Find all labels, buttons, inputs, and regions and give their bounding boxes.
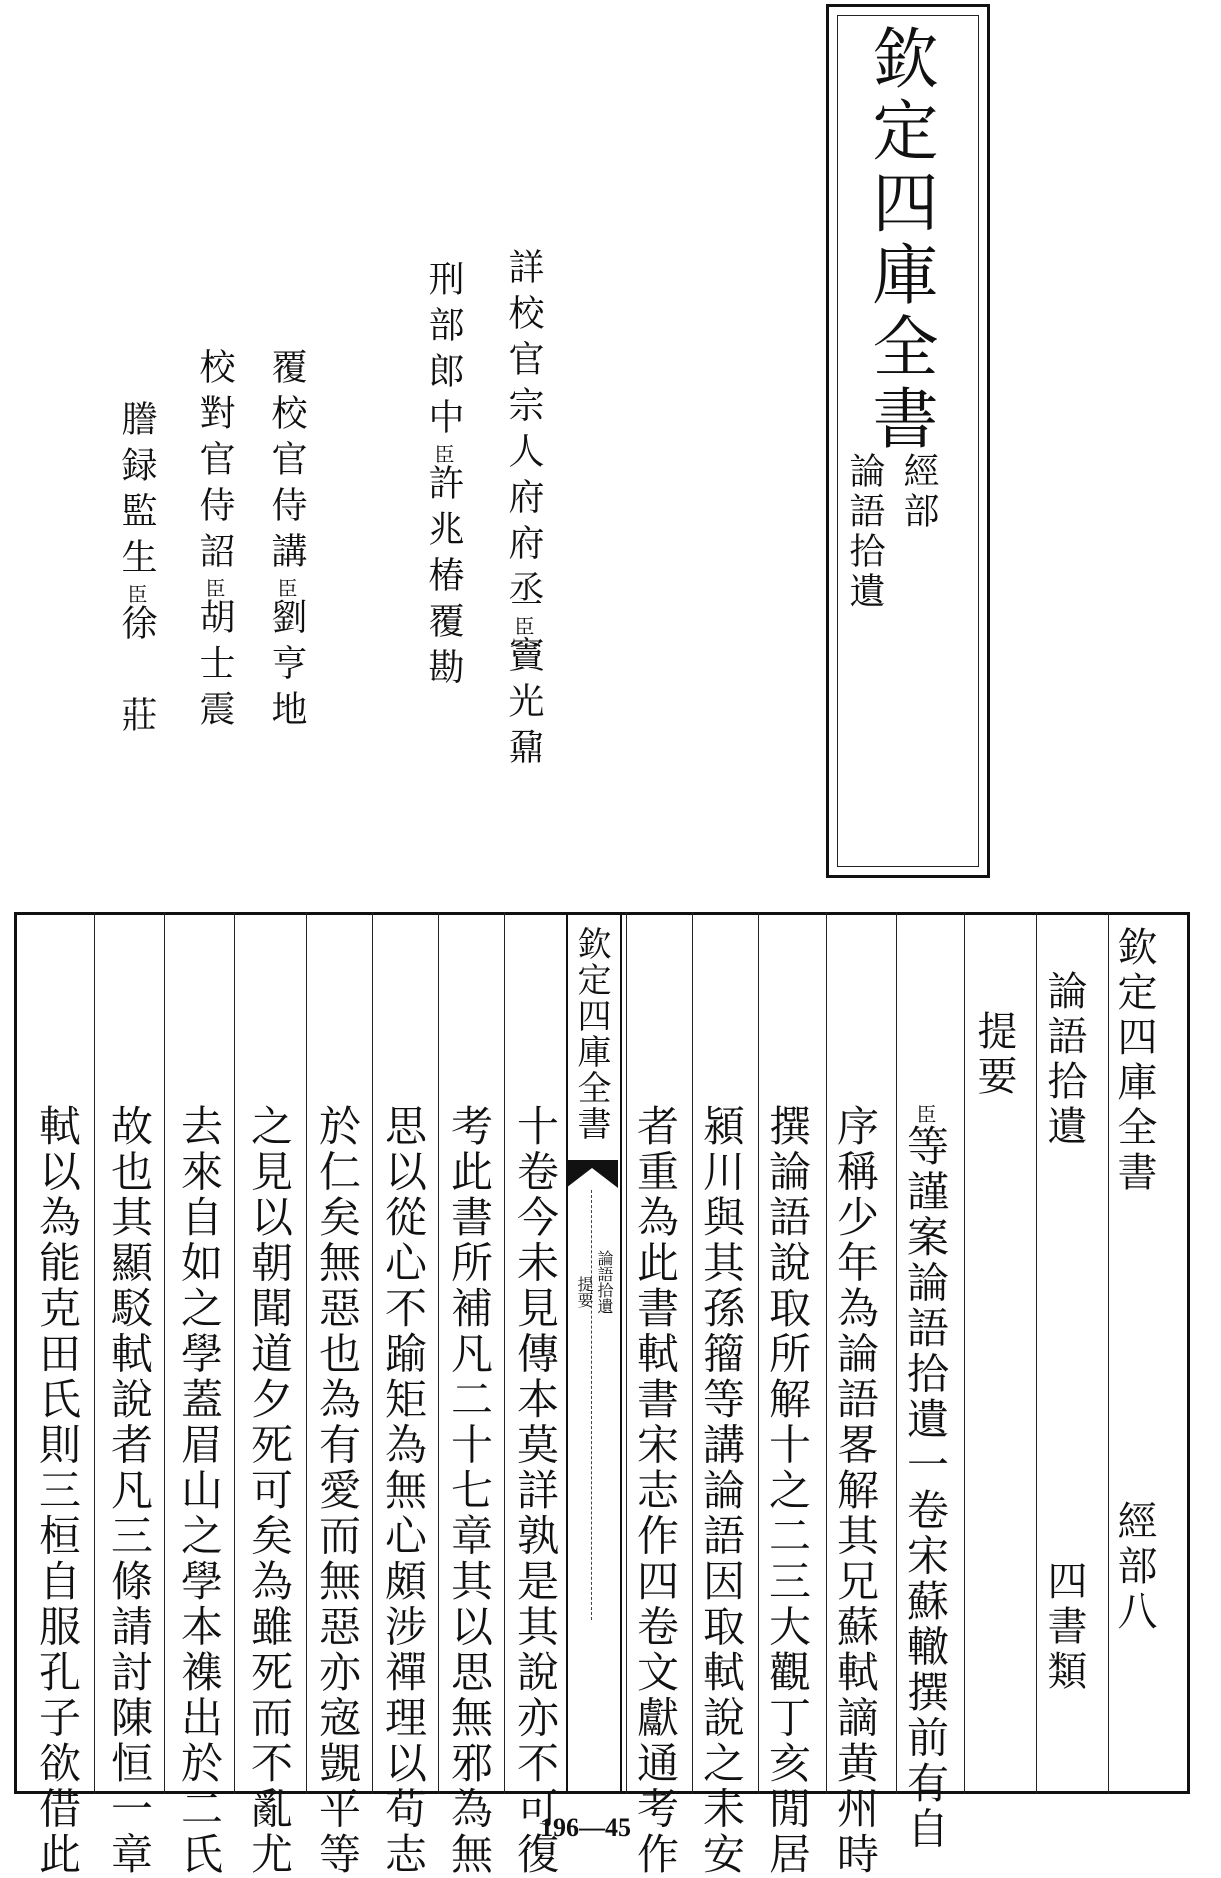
text-column: 序稱少年為論語畧解其兄蘇軾謫黄州時: [831, 1104, 880, 1878]
credit-tag: 臣: [202, 578, 226, 598]
credit-line: [194, 348, 235, 736]
credit-name: 徐 莊: [116, 604, 157, 742]
credit-role: 覆校官侍講: [266, 348, 307, 578]
column-rule: [1108, 912, 1109, 1794]
fishtail-mark: [566, 1160, 618, 1188]
header-category-division: 經部八: [1111, 1500, 1157, 1635]
header-book-title: 論語拾遺: [1041, 970, 1087, 1150]
text-column: 軾以為能克田氏則三桓自服孔子欲借此: [33, 1104, 82, 1878]
column-rule: [1036, 912, 1037, 1794]
credit-line: [116, 400, 157, 742]
column-rule: [306, 912, 307, 1794]
column-rule: [896, 912, 897, 1794]
fold-center-line: [591, 1190, 592, 1620]
text-column: [901, 1104, 950, 1852]
column-rule: [94, 912, 95, 1794]
column-rule: [826, 912, 827, 1794]
slip-book-title: 論語拾遺: [844, 452, 885, 612]
column-text: 等謹案論語拾遺一卷宋蘇轍撰前有自: [901, 1124, 950, 1852]
credit-role: 刑部郎中: [423, 260, 464, 444]
text-column: 故也其顯駁軾說者凡三條請討陳恒一章: [105, 1104, 154, 1878]
credit-line: [423, 260, 464, 694]
column-rule: [758, 912, 759, 1794]
credit-name: 竇光鼐: [503, 636, 544, 774]
text-column: 去來自如之學蓋眉山之學本襍出於二氏: [175, 1104, 224, 1878]
column-rule: [626, 912, 627, 1794]
column-rule: [504, 912, 505, 1794]
column-rule: [372, 912, 373, 1794]
credit-name: 劉亨地: [266, 598, 307, 736]
header-category-class: 四書類: [1041, 1560, 1087, 1695]
header-tiyao: 提要: [971, 1010, 1017, 1100]
text-column: 撰論語說取所解十之二三大觀丁亥閒居: [763, 1104, 812, 1878]
text-column: 思以從心不踰矩為無心頗涉禪理以苟志: [379, 1104, 428, 1878]
text-column: 者重為此書軾書宋志作四卷文獻通考作: [631, 1104, 680, 1878]
credit-tag: 臣: [124, 584, 148, 604]
banxin-section: 提要: [575, 1276, 594, 1308]
text-column: 考此書所補凡二十七章其以思無邪為無: [445, 1104, 494, 1878]
slip-section-label: 經部: [898, 452, 939, 532]
text-column: 十卷今未見傳本莫詳孰是其說亦不可復: [511, 1104, 560, 1878]
slip-title: 欽定四庫全書: [861, 24, 938, 456]
text-column: 潁川與其孫籀等講論語因取軾說之未安: [697, 1104, 746, 1878]
text-column: 之見以朝聞道夕死可矣為雖死而不亂尤: [245, 1104, 294, 1878]
credit-tag: 臣: [511, 616, 535, 636]
column-rule: [164, 912, 165, 1794]
text-column: 於仁矣無惡也為有愛而無惡亦宼覬平等: [313, 1104, 362, 1878]
credit-role: 謄録監生: [116, 400, 157, 584]
banxin-collection: 欽定四庫全書: [571, 926, 611, 1142]
page-number: 196—45: [540, 1813, 631, 1842]
column-tag: 臣: [913, 1104, 937, 1124]
credit-name: 許兆椿覆勘: [423, 464, 464, 694]
column-rule: [234, 912, 235, 1794]
credit-line: [503, 248, 544, 774]
credit-tag: 臣: [431, 444, 455, 464]
column-rule: [438, 912, 439, 1794]
credit-tag: 臣: [274, 578, 298, 598]
header-collection: 欽定四庫全書: [1111, 926, 1157, 1196]
column-rule: [692, 912, 693, 1794]
column-rule: [964, 912, 965, 1794]
banxin-book: 論語拾遺: [595, 1250, 614, 1314]
credit-role: 詳校官宗人府府丞: [503, 248, 544, 616]
credit-role: 校對官侍詔: [194, 348, 235, 578]
credit-line: [266, 348, 307, 736]
credit-name: 胡士震: [194, 598, 235, 736]
